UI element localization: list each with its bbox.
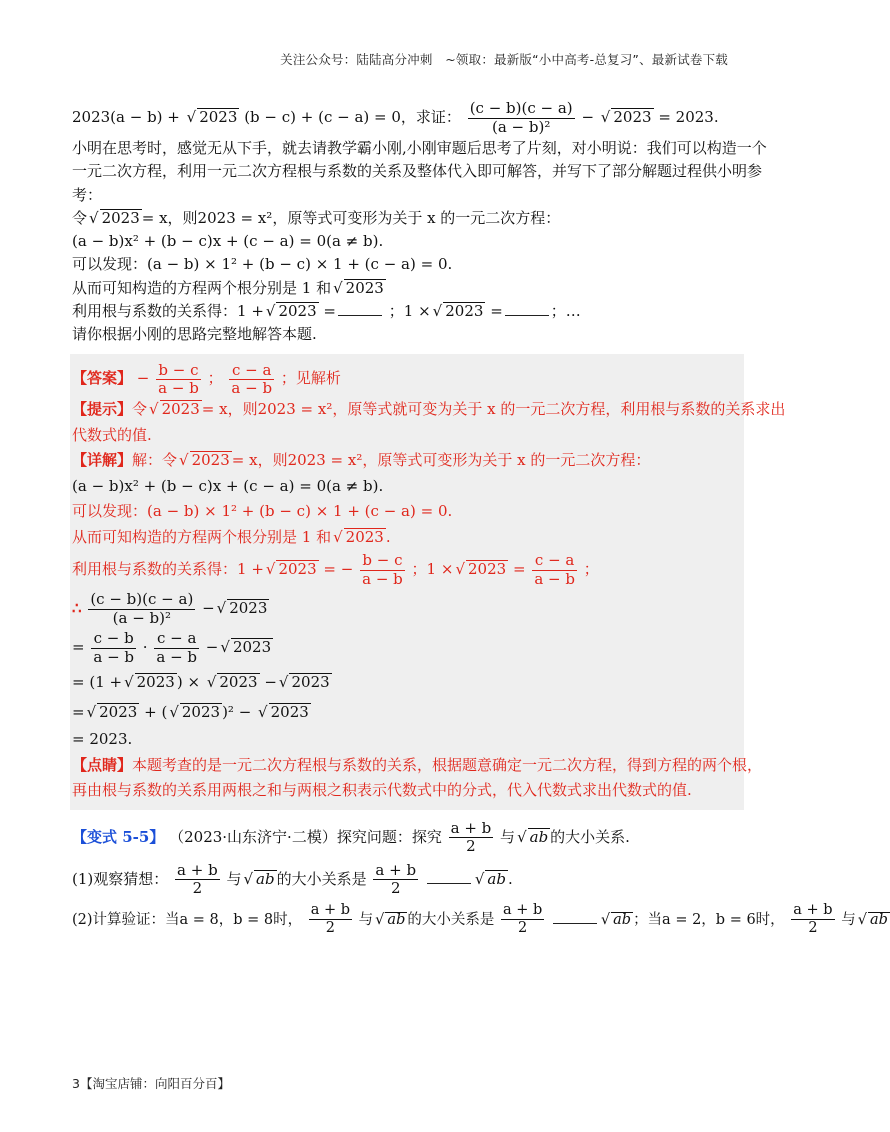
sqrt-sign: √ [600, 108, 611, 126]
sqrt-sign: √ [220, 638, 230, 656]
sqrt-sign: √ [333, 278, 343, 297]
point-line-1 [72, 753, 763, 779]
denominator: 2 [808, 920, 818, 936]
text: 从而可知构造的方程两个根分别是 1 和 [72, 278, 332, 297]
text: 与 [226, 869, 242, 888]
sqrt-value: 2023 [345, 278, 384, 297]
numerator: a + b [793, 902, 833, 919]
text: = − [323, 560, 354, 578]
answer-line [72, 360, 740, 397]
text: = [72, 703, 85, 721]
text: − [136, 369, 150, 388]
problem-paragraph-2: 一元二次方程，利用一元二次方程根与系数的关系及整体代入即可解答，并写下了部分解题过程供小明参 [72, 162, 763, 181]
text: 解：令 [132, 451, 178, 469]
text: ；… [550, 301, 581, 320]
numerator: b − c [156, 362, 201, 380]
fraction [468, 100, 575, 136]
sqrt-value: 2023 [278, 560, 317, 578]
denominator: 2 [518, 920, 528, 936]
page-content [72, 98, 888, 940]
sqrt-value: 2023 [613, 108, 652, 126]
sqrt-value: 2023 [181, 703, 221, 721]
page-header: 关注公众号：陆陆高分冲刺 ~领取：最新版“小中高考-总复习”、最新试卷下载 [280, 52, 728, 67]
sqrt-sign: √ [243, 869, 254, 888]
sqrt-value: 2023 [445, 301, 484, 320]
text: (b − c) + (c − a) = 0，求证： [244, 108, 461, 126]
text: . [507, 869, 513, 888]
text: )² − [222, 703, 252, 721]
text: ； [583, 560, 599, 578]
numerator: b − c [360, 552, 405, 570]
answer-blank[interactable] [427, 882, 471, 884]
sqrt-sign: √ [149, 400, 159, 418]
sqrt-sign: √ [600, 911, 611, 928]
sqrt-sign: √ [375, 911, 385, 928]
text: ) × [176, 673, 201, 691]
sqrt-value: ab [613, 911, 632, 928]
sqrt-value: 2023 [191, 451, 230, 469]
sqrt-sign: √ [186, 108, 197, 126]
sqrt-sign: √ [857, 911, 867, 928]
text: ；见解析 [280, 369, 341, 388]
text: + ( [144, 703, 168, 721]
page-footer: 3【淘宝店铺：向阳百分百】 [72, 1076, 230, 1091]
sqrt-value: 2023 [345, 527, 384, 546]
text: . [385, 527, 391, 546]
text: − [202, 599, 215, 617]
sqrt-value: ab [529, 827, 549, 846]
sqrt-value: 2023 [278, 301, 317, 320]
problem-line-substitution [72, 207, 732, 230]
sqrt-sign: √ [432, 301, 443, 320]
text: （2023·山东济宁·二模）探究问题：探究 [169, 827, 442, 846]
sqrt-sign: √ [169, 703, 179, 721]
sqrt-sign: √ [216, 599, 227, 617]
denominator: 2 [466, 837, 476, 855]
text: = [490, 301, 503, 320]
fraction [88, 591, 195, 627]
sqrt-sign: √ [124, 673, 134, 691]
solution-step-1 [72, 589, 740, 628]
sqrt-value: 2023 [270, 703, 309, 721]
denominator: a − b [156, 647, 198, 666]
problem-equation [72, 98, 732, 137]
text: 的大小关系是 [276, 869, 367, 888]
text: 与 [500, 827, 516, 846]
numerator: c − a [229, 362, 274, 380]
fraction [309, 902, 352, 936]
sqrt-sign: √ [89, 208, 99, 227]
numerator: c − a [532, 552, 577, 570]
text: ； [207, 369, 223, 388]
answer-blank[interactable] [553, 922, 597, 924]
fraction [532, 552, 577, 588]
denominator: 2 [390, 879, 401, 897]
numerator: a + b [450, 818, 492, 837]
text: 的大小关系. [550, 827, 630, 846]
sqrt-value: ab [387, 911, 406, 928]
numerator: a + b [310, 902, 351, 919]
text: − [205, 638, 219, 656]
text: ；1 × [411, 560, 454, 578]
numerator: c − a [154, 630, 199, 648]
problem-line-instruction: 请你根据小刚的思路完整地解答本题. [72, 325, 317, 343]
text: = 2023. [658, 108, 719, 126]
denominator: a − b [534, 569, 575, 588]
text: − [264, 673, 277, 691]
problem-paragraph-1: 小明在思考时，感觉无从下手，就去请教学霸小刚,小刚审题后思考了片刻，对小明说：我们可以构造一个 [72, 139, 767, 157]
solution-step-4 [72, 697, 740, 727]
text: 与 [358, 911, 374, 928]
point-tag: 【点睛】 [72, 755, 133, 774]
text: ；当a = 2，b = 6时， [633, 911, 785, 928]
text: = x，则2023 = x²，原等式可变形为关于 x 的一元二次方程： [231, 451, 651, 469]
fraction [156, 362, 201, 398]
sqrt-sign: √ [179, 451, 189, 469]
denominator: 2 [192, 879, 203, 897]
fraction [91, 630, 136, 666]
numerator: a + b [375, 860, 417, 879]
numerator: (c − b)(c − a) [469, 99, 573, 118]
hint-line-1 [72, 397, 786, 423]
denominator: a − b [93, 647, 135, 666]
solution-step-3 [72, 667, 740, 697]
sqrt-value: 2023 [219, 673, 258, 691]
fraction [360, 552, 405, 588]
text: (1)观察猜想： [72, 869, 169, 888]
solution-step-5: = 2023. [72, 730, 133, 748]
sqrt-sign: √ [265, 560, 276, 578]
text: = x，则2023 = x²，原等式可变形为关于 x 的一元二次方程： [141, 208, 561, 227]
text: (2)计算验证：当a = 8，b = 8时， [72, 911, 303, 928]
sqrt-value: 2023 [99, 703, 138, 721]
text: 与 [841, 911, 856, 928]
point-line-2: 再由根与系数的关系用两根之和与两根之积表示代数式中的分式，代入代数式求出代数式的值. [72, 781, 692, 799]
sqrt-sign: √ [278, 673, 289, 691]
fraction [229, 362, 274, 398]
denominator: 2 [325, 920, 336, 936]
fraction [449, 820, 494, 856]
detail-line-5 [72, 550, 740, 589]
sqrt-sign: √ [455, 560, 465, 578]
sqrt-value: ab [256, 869, 275, 888]
sqrt-value: 2023 [136, 673, 175, 691]
numerator: c − b [91, 630, 136, 648]
sqrt-sign: √ [474, 869, 485, 888]
variant-question-2 [72, 900, 888, 941]
text: 本题考查的是一元二次方程根与系数的关系，根据题意确定一元二次方程，得到方程的两个根， [132, 755, 763, 774]
numerator: a + b [502, 902, 543, 919]
text: − [581, 108, 595, 126]
therefore-symbol: ∴ [72, 599, 82, 617]
text: 利用根与系数的关系得：1 + [72, 560, 264, 578]
text: = [512, 560, 526, 578]
sqrt-value: ab [869, 911, 888, 928]
detail-line-3: 可以发现：(a − b) × 1² + (b − c) × 1 + (c − a) = 0. [72, 502, 453, 520]
denominator: a − b [158, 378, 199, 397]
fraction [373, 862, 418, 898]
problem-line-relation [72, 300, 732, 323]
text: = x，则2023 = x²，原等式就可变为关于 x 的一元二次方程，利用根与系数的关系求出 [201, 400, 786, 418]
numerator: (c − b)(c − a) [90, 590, 194, 609]
sqrt-sign: √ [86, 703, 97, 721]
text: ；1 × [388, 301, 431, 320]
text: = [323, 301, 336, 320]
problem-line-observation: 可以发现：(a − b) × 1² + (b − c) × 1 + (c − a) = 0. [72, 255, 453, 274]
sqrt-sign: √ [333, 527, 343, 546]
problem-line-equation: (a − b)x² + (b − c)x + (c − a) = 0(a ≠ b). [72, 232, 384, 250]
sqrt-value: 2023 [232, 638, 272, 656]
text: = (1 + [72, 673, 123, 691]
sqrt-value: 2023 [199, 108, 238, 126]
variant-tag: 【变式 5-5】 [72, 827, 165, 846]
sqrt-value: 2023 [161, 400, 200, 418]
answer-blank[interactable] [338, 314, 382, 316]
denominator: a − b [231, 378, 273, 397]
solution-step-2 [72, 628, 740, 667]
text: 令 [132, 400, 148, 418]
fraction [501, 902, 544, 936]
text: 利用根与系数的关系得：1 + [72, 301, 264, 320]
detail-line-2: (a − b)x² + (b − c)x + (c − a) = 0(a ≠ b). [72, 476, 384, 495]
sqrt-sign: √ [517, 827, 527, 846]
sqrt-sign: √ [206, 673, 217, 691]
answer-blank[interactable] [505, 314, 549, 316]
text: = [72, 638, 85, 656]
numerator: a + b [177, 860, 218, 879]
denominator: (a − b)² [112, 608, 171, 627]
sqrt-value: 2023 [229, 599, 268, 617]
text: 2023(a − b) + [72, 108, 180, 126]
detail-line-1 [72, 448, 740, 474]
fraction [791, 902, 834, 936]
answer-tag: 【答案】 [72, 369, 133, 388]
detail-line-4 [72, 525, 740, 551]
text: 从而可知构造的方程两个根分别是 1 和 [72, 527, 332, 546]
text: · [142, 638, 148, 656]
fraction [175, 862, 220, 898]
sqrt-sign: √ [258, 703, 268, 721]
answer-box [70, 354, 786, 809]
denominator: a − b [362, 569, 403, 588]
sqrt-sign: √ [265, 301, 276, 320]
variant-heading [72, 816, 732, 858]
detail-tag: 【详解】 [72, 451, 133, 469]
fraction [154, 630, 199, 666]
text: 令 [72, 208, 88, 227]
text: 的大小关系是 [407, 911, 495, 928]
sqrt-value: 2023 [468, 560, 507, 578]
sqrt-value: ab [487, 869, 506, 888]
sqrt-value: 2023 [101, 208, 140, 227]
variant-question-1 [72, 858, 732, 900]
hint-tag: 【提示】 [72, 400, 133, 418]
denominator: (a − b)² [491, 117, 551, 136]
problem-paragraph-3: 考： [72, 185, 103, 204]
sqrt-value: 2023 [291, 673, 330, 691]
problem-line-roots [72, 277, 732, 300]
hint-line-2: 代数式的值. [72, 425, 152, 444]
